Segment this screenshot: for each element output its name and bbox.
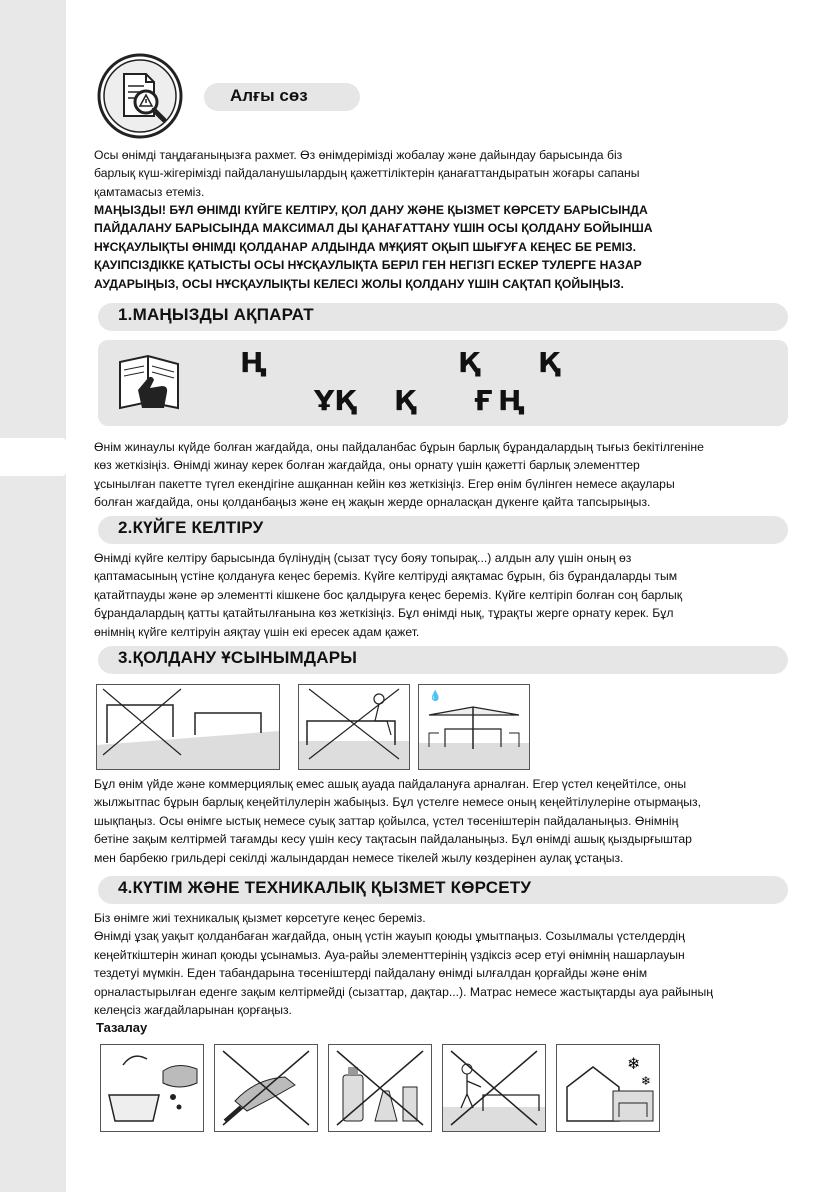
- left-margin-bar: [0, 0, 66, 1192]
- wash-with-cloth-illustration: [100, 1044, 204, 1132]
- text-line: орналастырылған еденге зақым келтірмейді (сызаттар, дақтар...). Матрас немесе жастықтарды ауа райының: [94, 984, 713, 999]
- rain-cover-illustration: [418, 684, 530, 770]
- text-line: қатайтпауды және әр элементті кішкене бос қалдыруға кеңес береміз. Күйге келтіріп болған соң барлық: [94, 587, 683, 602]
- no-moving-extended-table-illustration: [96, 684, 280, 770]
- intro-title: Алғы сөз: [230, 86, 308, 105]
- section-4-heading: [98, 876, 788, 904]
- section-2-heading: [98, 516, 788, 544]
- text-line: қамтамасыз етеміз.: [94, 184, 205, 199]
- intro-warning: [94, 201, 800, 293]
- text-line: өнімнің күйге келтіруін аяқтау үшін екі ересек адам қажет.: [94, 624, 420, 639]
- text-line: ұсынылған пакетте түгел екендігіне ашқаннан кейін көз жеткізіңіз. Егер өнім бүлінген немесе ақаулары: [94, 476, 675, 491]
- text-line: қаптамасының үстіне қолдануға кеңес береміз. Күйге келтіруді аяқтамас бұрын, біз бұрандаларды тым: [94, 569, 678, 584]
- text-line: Өнімді күйге келтіру барысында бүлінудің (сызат түсу бояу топырақ...) алдын алу үшін оның өз: [94, 551, 632, 565]
- text-line: Бұл өнім үйде және коммерциялық емес ашық ауада пайдалануға арналған. Егер үстел кеңейтілсе, оны: [94, 777, 687, 791]
- banner-glyph: Ң: [498, 384, 525, 417]
- page-tab-marker: [0, 438, 66, 476]
- section-1-title: 1.МАҢЫЗДЫ АҚПАРАТ: [118, 305, 314, 324]
- banner-glyph: Қ: [394, 384, 416, 417]
- svg-text:❄: ❄: [641, 1074, 652, 1088]
- banner-glyph: Ң: [240, 346, 267, 379]
- no-abrasive-sponge-illustration: [214, 1044, 318, 1132]
- section-1-text: [94, 438, 800, 512]
- text-line: АУДАРЫҢЫЗ, ОСЫ НҰСҚАУЛЫҚТЫ КЕЛЕСІ ЖОЛЫ ҚОЛДАНУ ҮШІН САҚТАП ҚОЙЫҢЫЗ.: [94, 276, 624, 291]
- text-line: МАҢЫЗДЫ! БҰЛ ӨНІМДІ КҮЙГЕ КЕЛТІРУ, ҚОЛ ДАНУ ЖӘНЕ ҚЫЗМЕТ КӨРСЕТУ БАРЫСЫНДА: [94, 203, 648, 217]
- no-chemicals-illustration: [328, 1044, 432, 1132]
- text-line: мен барбекю грильдері секілді жалындардан немесе тікелей жылу көздерінен аулақ ұстаңыз.: [94, 850, 624, 865]
- section-3-text: [94, 775, 800, 867]
- section-4-text: [94, 909, 800, 1019]
- section-4-title: 4.КҮТІМ ЖӘНЕ ТЕХНИКАЛЫҚ ҚЫЗМЕТ КӨРСЕТУ: [118, 878, 532, 897]
- no-sitting-on-table-illustration: [298, 684, 410, 770]
- text-line: келеңсіз жағдайларынан қорғаңыз.: [94, 1003, 292, 1018]
- winter-storage-illustration: [556, 1044, 660, 1132]
- text-line: бұрандалардың қатты қатайтылғанына көз жеткізіңіз. Бұл өнімді нық, тұрақты жерге орнату керек. Бұл: [94, 606, 674, 621]
- text-line: НҰСҚАУЛЫҚТЫ ӨНІМДІ ҚОЛДАНАР АЛДЫНДА МҰҚИЯТ ОҚЫП ШЫҒУҒА КЕҢЕС БЕ РЕМІЗ.: [94, 239, 637, 254]
- text-line: ҚАУІПСІЗДІККЕ ҚАТЫСТЫ ОСЫ НҰСҚАУЛЫҚТА БЕРІЛ ГЕН НЕГІЗГІ ЕСКЕР ТУЛЕРГЕ НАЗАР: [94, 258, 642, 273]
- text-line: Өнім жинаулы күйде болған жағдайда, оны пайдаланбас бұрын барлық бұрандалардың тығыз бекітілгеніне: [94, 440, 704, 454]
- text-line: жылжытпас бұрын барлық кеңейтілулерін жабыңыз. Бұл үстелге немесе оның кеңейтілулеріне отырмаңыз,: [94, 795, 702, 810]
- banner-glyph: Ғ: [474, 384, 493, 417]
- section-2-title: 2.КҮЙГЕ КЕЛТІРУ: [118, 518, 264, 537]
- section-1-banner: [98, 340, 788, 426]
- svg-text:💧: 💧: [429, 691, 442, 702]
- text-line: Өнімді ұзақ уақыт қолданбаған жағдайда, оның үстін жауып қоюды ұмытпаңыз. Созылмалы үстелдердің: [94, 929, 685, 944]
- cleaning-label: Тазалау: [96, 1020, 148, 1035]
- text-line: көз жеткізіңіз. Өнімді жинау керек болған жағдайда, оны орнату үшін қажетті барлық элементтер: [94, 458, 640, 473]
- svg-text:❄: ❄: [627, 1054, 641, 1073]
- banner-glyph: Қ: [458, 346, 480, 379]
- section-3-title: 3.ҚОЛДАНУ ҰСЫНЫМДАРЫ: [118, 648, 358, 667]
- document-warning-icon: [96, 52, 184, 140]
- banner-glyph: Қ: [538, 346, 560, 379]
- section-2-text: [94, 549, 800, 641]
- manual-page: [66, 0, 840, 1192]
- banner-glyph: ҰҚ: [314, 384, 356, 417]
- text-line: тездетуі мүмкін. Еден табандарына төсеніштерді пайдалану өнімді ылғалдан қорғайды және өнім: [94, 966, 648, 981]
- text-line: бетіне зақым келтірмей тағамды кесу үшін кесу тақтасын пайдаланыңыз. Бұл өнімді ашық қыздырғыштар: [94, 832, 692, 847]
- section-3-heading: [98, 646, 788, 674]
- text-line: барлық күш-жігерімізді пайдаланушылардың қажеттіліктерін қанағаттандыратын жоғары сапаны: [94, 166, 640, 181]
- text-line: кеңейткіштерін жинап қоюды ұсынамыз. Ауа-райы элементтерінің үздіксіз әсер етуі өнімнің нашарлауын: [94, 947, 685, 962]
- text-line: Осы өнімді таңдағаныңызға рахмет. Өз өнімдерімізді жобалау және дайындау барысында біз: [94, 148, 623, 162]
- intro-text: [94, 146, 800, 201]
- no-pressure-washer-illustration: [442, 1044, 546, 1132]
- manual-hand-icon: [116, 352, 186, 418]
- text-line: Біз өнімге жиі техникалық қызмет көрсетуге кеңес береміз.: [94, 911, 426, 925]
- section-1-heading: [98, 303, 788, 331]
- text-line: болған жағдайда, оны қолданбаңыз және ең жақын жерде орналасқан дүкенге қайта тапсырыңыз.: [94, 495, 651, 510]
- text-line: шықпаңыз. Осы өнімге ыстық немесе суық заттар қойылса, үстел төсеніштерін пайдаланыңыз. Өнімнің: [94, 813, 679, 828]
- text-line: ПАЙДАЛАНУ БАРЫСЫНДА МАКСИМАЛ ДЫ ҚАНАҒАТТАНУ ҮШІН ОСЫ ҚОЛДАНУ БОЙЫНША: [94, 221, 653, 236]
